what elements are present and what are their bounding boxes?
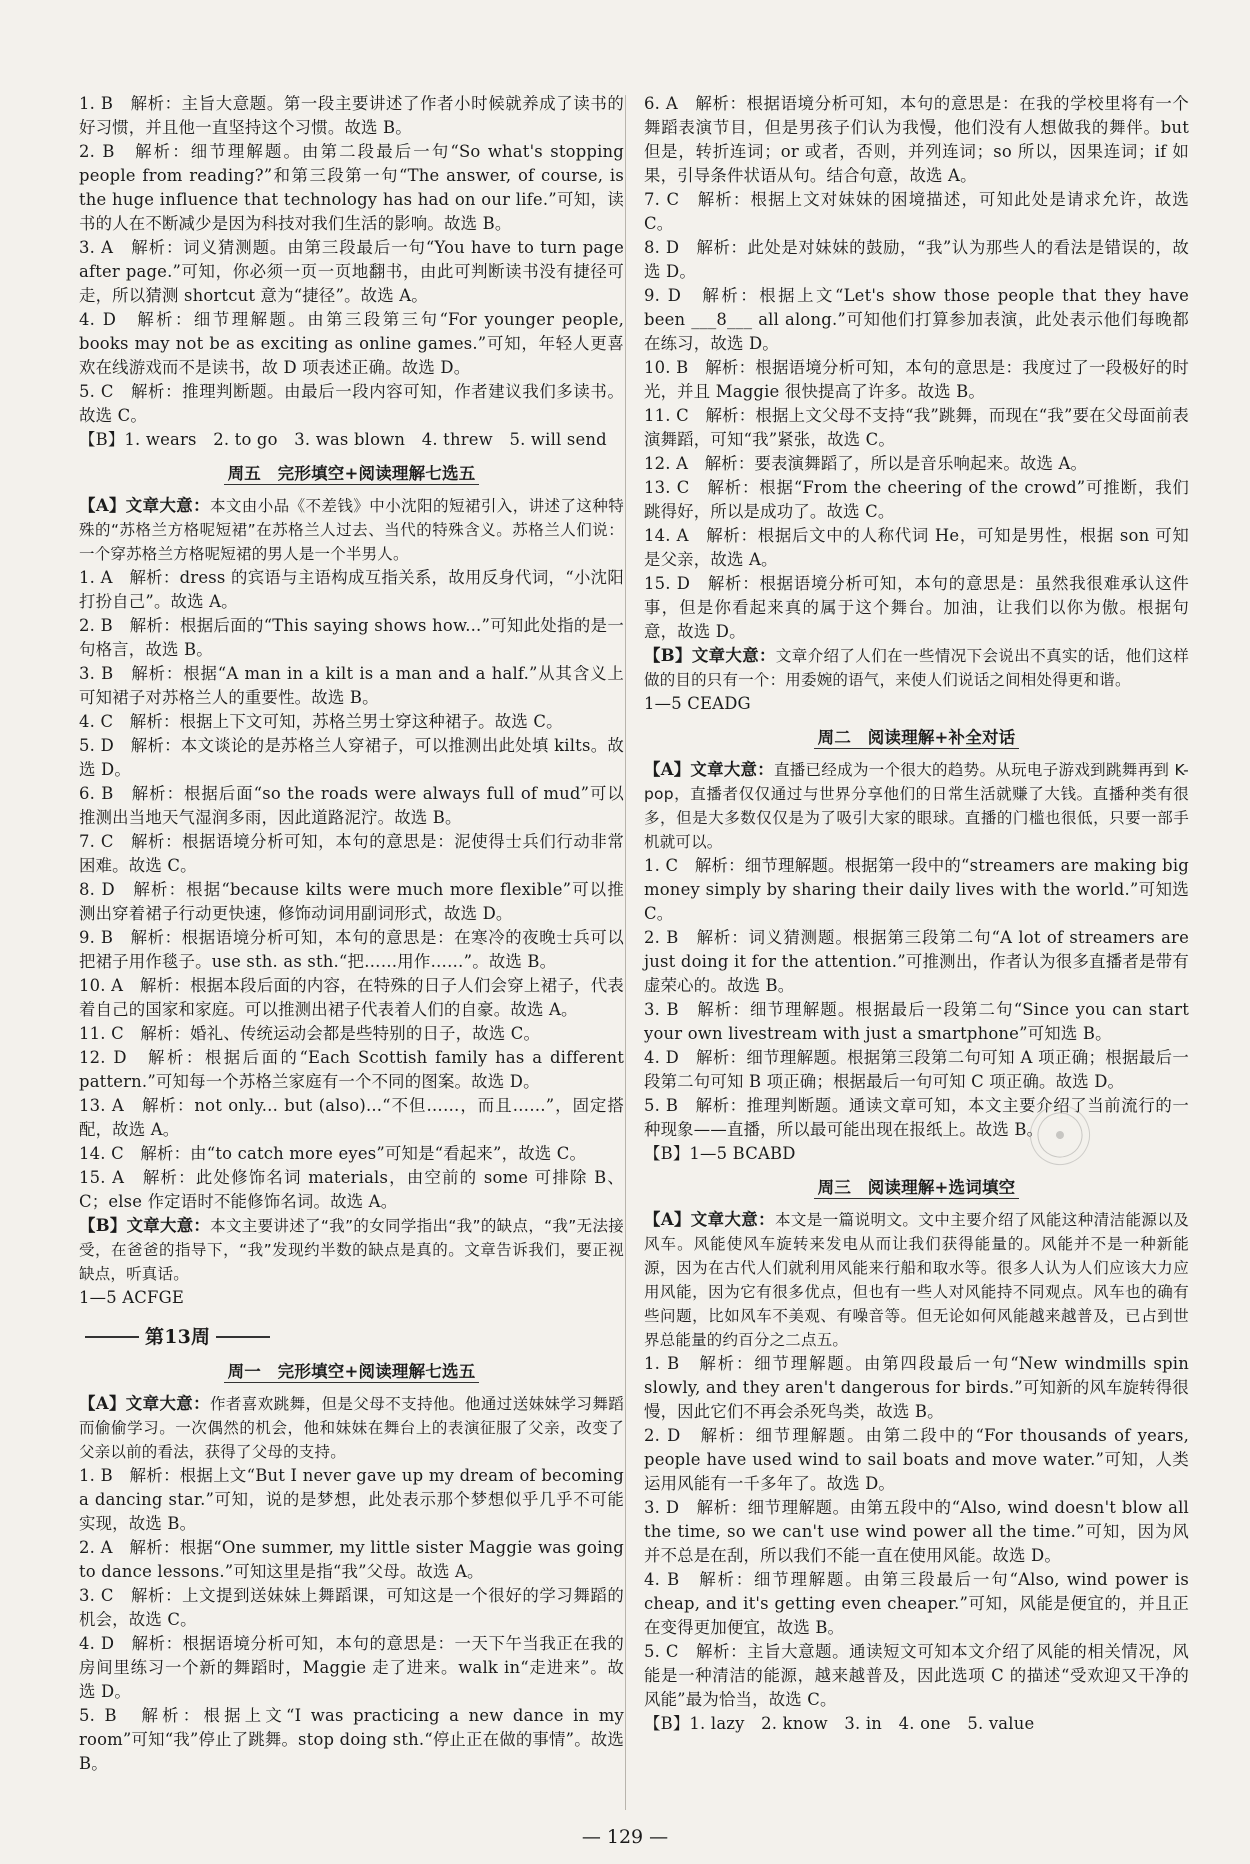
summary-text: 直播已经成为一个很大的趋势。从玩电子游戏到跳舞再到 K-pop，直播者仅仅通过与世界分享他们的日常生活就赚了大钱。直播种类有很多，但是大多数仅仅是为了吸引大家的眼球。直播的门槛也很低，只要一部手机就可以。 bbox=[644, 761, 1189, 851]
answer-item: 4. D 解析：根据语境分析可知，本句的意思是：一天下午当我正在我的房间里练习一个新的舞蹈时，Maggie 走了进来。walk in“走进来”。故选 D。 bbox=[79, 1634, 624, 1701]
article-summary bbox=[644, 1208, 1189, 1352]
answer-item: 3. D 解析：细节理解题。由第五段中的“Also, wind doesn't blow all the time, so we can't use wind power all the time.”可知，因为风并不总是在刮，所以我们不能一直在使用风能。故选 D。 bbox=[644, 1498, 1189, 1565]
answer-item: 11. C 解析：婚礼、传统运动会都是些特别的日子，故选 C。 bbox=[79, 1024, 541, 1043]
section-heading-text: 周五 完形填空+阅读理解七选五 bbox=[224, 464, 480, 485]
answer-item: 10. A 解析：根据本段后面的内容，在特殊的日子人们会穿上裙子，代表着自己的国家和家庭。可以推测出裙子代表着人们的自豪。故选 A。 bbox=[79, 976, 624, 1019]
summary-tag: 【A】文章大意： bbox=[79, 496, 210, 515]
page-number: — 129 — bbox=[581, 1826, 669, 1848]
answer-item: 9. D 解析：根据上文“Let's show those people that they have been ___8___ all along.”可知他们打算参加表演，此处表示他们每晚都在练习，故选 D。 bbox=[644, 286, 1189, 353]
section-heading bbox=[644, 726, 1189, 750]
summary-tag: 【A】文章大意： bbox=[644, 760, 774, 779]
week-heading-text: 第13周 bbox=[145, 1326, 211, 1348]
answer-item: 1. B 解析：细节理解题。由第四段最后一句“New windmills spin slowly, and they aren't dangerous for birds.”可知新的风车旋转得很慢，因此它们不再会杀死鸟类，故选 B。 bbox=[644, 1354, 1189, 1421]
left-column bbox=[79, 92, 624, 1776]
answer-item: 9. B 解析：根据语境分析可知，本句的意思是：在寒冷的夜晚士兵可以把裙子用作毯子。use sth. as sth.“把……用作……”。故选 B。 bbox=[79, 928, 624, 971]
answer-key-line: 1—5 CEADG bbox=[644, 694, 751, 713]
answer-item: 5. C 解析：主旨大意题。通读短文可知本文介绍了风能的相关情况，风能是一种清洁的能源，越来越普及，因此选项 C 的描述“受欢迎又干净的风能”最为恰当，故选 C。 bbox=[644, 1642, 1189, 1709]
answer-item: 2. A 解析：根据“One summer, my little sister Maggie was going to dance lessons.”可知这里是指“我”父母。故选 A。 bbox=[79, 1538, 624, 1581]
summary-text: 文章介绍了人们在一些情况下会说出不真实的话，他们这样做的目的只有一个：用委婉的语气，来使人们说话之间相处得更和谐。 bbox=[644, 647, 1189, 689]
article-summary bbox=[79, 1214, 624, 1286]
section-heading bbox=[79, 462, 624, 486]
summary-text: 本文是一篇说明文。文中主要介绍了风能这种清洁能源以及风车。风能使风车旋转来发电从而让我们获得能量的。风能并不是一种新能源，因为在古代人们就利用风能来行船和取水等。很多人认为人们应该大力应用风能，因为它有很多优点，但也有一些人对风能持不同观点。风车也的确有些问题，比如风车不美观、有噪音等。但无论如何风能越来越普及，已占到世界总能量的约百分之二点五。 bbox=[644, 1211, 1189, 1349]
answer-item: 1. B 解析：根据上文“But I never gave up my dream of becoming a dancing star.”可知，说的是梦想，此处表示那个梦想似乎几乎不可能实现，故选 B。 bbox=[79, 1466, 624, 1533]
article-summary bbox=[79, 1392, 624, 1464]
answer-item: 12. A 解析：要表演舞蹈了，所以是音乐响起来。故选 A。 bbox=[644, 454, 1088, 473]
answer-item: 1. C 解析：细节理解题。根据第一段中的“streamers are making big money simply by sharing their daily lives with the world.”可知选 C。 bbox=[644, 856, 1189, 923]
answer-item: 2. B 解析：根据后面的“This saying shows how...”可知此处指的是一句格言，故选 B。 bbox=[79, 616, 624, 659]
answer-item: 2. B 解析：细节理解题。由第二段最后一句“So what's stopping people from reading?”和第三段第一句“The answer, of course, is the huge influence that technology has had on our life.”可知，读书的人在不断减少是因为科技对我们生活的影响。故选 B。 bbox=[79, 142, 624, 233]
answer-item: 13. C 解析：根据“From the cheering of the crowd”可推断，我们跳得好，所以是成功了。故选 C。 bbox=[644, 478, 1189, 521]
answer-item: 13. A 解析：not only... but (also)...“不但……，而且……”，固定搭配，故选 A。 bbox=[79, 1096, 624, 1139]
answer-item: 4. D 解析：细节理解题。根据第三段第二句可知 A 项正确；根据最后一段第二句可知 B 项正确；根据最后一句可知 C 项正确。故选 D。 bbox=[644, 1048, 1189, 1091]
answer-item: 12. D 解析：根据后面的“Each Scottish family has a different pattern.”可知每一个苏格兰家庭有一个不同的图案。故选 D。 bbox=[79, 1048, 624, 1091]
answer-item: 5. C 解析：推理判断题。由最后一段内容可知，作者建议我们多读书。故选 C。 bbox=[79, 382, 624, 425]
answer-item: 6. A 解析：根据语境分析可知，本句的意思是：在我的学校里将有一个舞蹈表演节目，但是男孩子们认为我慢，他们没有人想做我的舞伴。but 但是，转折连词；or 或者，否则，并列连词；so 所以，因果连词；if 如果，引导条件状语从句。结合句意，故选 A。 bbox=[644, 94, 1189, 185]
answer-item: 1. B 解析：主旨大意题。第一段主要讲述了作者小时候就养成了读书的好习惯，并且他一直坚持这个习惯。故选 B。 bbox=[79, 94, 624, 137]
answer-item: 3. B 解析：根据“A man in a kilt is a man and a half.”从其含义上可知裙子对苏格兰人的重要性。故选 B。 bbox=[79, 664, 624, 707]
answer-item: 10. B 解析：根据语境分析可知，本句的意思是：我度过了一段极好的时光，并且 Maggie 很快提高了许多。故选 B。 bbox=[644, 358, 1189, 401]
answer-key-line: 1—5 ACFGE bbox=[79, 1288, 185, 1307]
summary-tag: 【A】文章大意： bbox=[644, 1210, 775, 1229]
answer-item: 8. D 解析：此处是对妹妹的鼓励，“我”认为那些人的看法是错误的，故选 D。 bbox=[644, 238, 1189, 281]
answer-item: 7. C 解析：根据上文对妹妹的困境描述，可知此处是请求允许，故选 C。 bbox=[644, 190, 1189, 233]
answer-item: 11. C 解析：根据上文父母不支持“我”跳舞，而现在“我”要在父母面前表演舞蹈，可知“我”紧张，故选 C。 bbox=[644, 406, 1189, 449]
answer-item: 3. B 解析：细节理解题。根据最后一段第二句“Since you can start your own livestream with just a smartphone”可知选 B。 bbox=[644, 1000, 1189, 1043]
summary-tag: 【B】文章大意： bbox=[644, 646, 776, 665]
answer-item: 8. D 解析：根据“because kilts were much more flexible”可以推测出穿着裙子行动更快速，修饰动词用副词形式，故选 D。 bbox=[79, 880, 624, 923]
answer-item: 15. A 解析：此处修饰名词 materials，由空前的 some 可排除 B、C；else 作定语时不能修饰名词。故选 A。 bbox=[79, 1168, 624, 1211]
week-rule bbox=[216, 1336, 270, 1338]
article-summary bbox=[644, 644, 1189, 692]
answer-item: 6. B 解析：根据后面“so the roads were always full of mud”可以推测出当地天气湿润多雨，因此道路泥泞。故选 B。 bbox=[79, 784, 624, 827]
answer-item: 1. A 解析：dress 的宾语与主语构成互指关系，故用反身代词，“小沈阳打扮自己”。故选 A。 bbox=[79, 568, 624, 611]
answer-item: 2. B 解析：词义猜测题。根据第三段第二句“A lot of streamers are just doing it for the attention.”可推测出，作者认为很多直播者是带有虚荣心的。故选 B。 bbox=[644, 928, 1189, 995]
section-heading-text: 周一 完形填空+阅读理解七选五 bbox=[224, 1362, 480, 1383]
answer-item: 14. A 解析：根据后文中的人称代词 He，可知是男性，根据 son 可知是父亲，故选 A。 bbox=[644, 526, 1189, 569]
article-summary bbox=[644, 758, 1189, 854]
answer-item: 7. C 解析：根据语境分析可知，本句的意思是：泥使得士兵们行动非常困难。故选 C。 bbox=[79, 832, 624, 875]
article-summary bbox=[79, 494, 624, 566]
column-divider bbox=[625, 95, 626, 1810]
answer-item: 3. A 解析：词义猜测题。由第三段最后一句“You have to turn page after page.”可知，你必须一页一页地翻书，由此可判断读书没有捷径可走，所以猜测 shortcut 意为“捷径”。故选 A。 bbox=[79, 238, 624, 305]
answer-item: 15. D 解析：根据语境分析可知，本句的意思是：虽然我很难承认这件事，但是你看起来真的属于这个舞台。加油，让我们以你为傲。根据句意，故选 D。 bbox=[644, 574, 1189, 641]
answer-key-line: 【B】1. wears 2. to go 3. was blown 4. threw 5. will send bbox=[79, 430, 607, 449]
summary-tag: 【A】文章大意： bbox=[79, 1394, 210, 1413]
answer-item: 4. B 解析：细节理解题。由第三段最后一句“Also, wind power is cheap, and it's getting even cheaper.”可知，风能是便宜的，并且正在变得更加便宜，故选 B。 bbox=[644, 1570, 1189, 1637]
answer-item: 2. D 解析：细节理解题。由第二段中的“For thousands of years, people have used wind to sail boats and move water.”可知，人类运用风能有一千多年了。故选 D。 bbox=[644, 1426, 1189, 1493]
summary-text: 作者喜欢跳舞，但是父母不支持他。他通过送妹妹学习舞蹈而偷偷学习。一次偶然的机会，他和妹妹在舞台上的表演征服了父亲，改变了父亲以前的看法，获得了父母的支持。 bbox=[79, 1395, 624, 1461]
answer-item: 5. B 解析：推理判断题。通读文章可知，本文主要介绍了当前流行的一种现象——直播，所以最可能出现在报纸上。故选 B。 bbox=[644, 1096, 1189, 1139]
summary-text: 本文由小品《不差钱》中小沈阳的短裙引入，讲述了这种特殊的“苏格兰方格呢短裙”在苏格兰人过去、当代的特殊含义。苏格兰人们说：一个穿苏格兰方格呢短裙的男人是一个半男人。 bbox=[79, 497, 624, 563]
week-heading bbox=[79, 1324, 624, 1350]
week-rule bbox=[85, 1336, 139, 1338]
answer-item: 5. B 解析：根据上文“I was practicing a new dance in my room”可知“我”停止了跳舞。stop doing sth.“停止正在做的事情”。故选 B。 bbox=[79, 1706, 624, 1773]
section-heading-text: 周二 阅读理解+补全对话 bbox=[814, 728, 1020, 749]
answer-key-line: 【B】1—5 BCABD bbox=[644, 1144, 796, 1163]
section-heading-text: 周三 阅读理解+选词填空 bbox=[814, 1178, 1020, 1199]
summary-text: 本文主要讲述了“我”的女同学指出“我”的缺点，“我”无法接受，在爸爸的指导下，“我”发现约半数的缺点是真的。文章告诉我们，要正视缺点，听真话。 bbox=[79, 1217, 624, 1283]
section-heading bbox=[644, 1176, 1189, 1200]
answer-key-line: 【B】1. lazy 2. know 3. in 4. one 5. value bbox=[644, 1714, 1035, 1733]
answer-item: 4. D 解析：细节理解题。由第三段第三句“For younger people, books may not be as exciting as online games.”可知，年轻人更喜欢在线游戏而不是读书，故 D 项表述正确。故选 D。 bbox=[79, 310, 624, 377]
summary-tag: 【B】文章大意： bbox=[79, 1216, 211, 1235]
answer-item: 4. C 解析：根据上下文可知，苏格兰男士穿这种裙子。故选 C。 bbox=[79, 712, 563, 731]
section-heading bbox=[79, 1360, 624, 1384]
answer-item: 3. C 解析：上文提到送妹妹上舞蹈课，可知这是一个很好的学习舞蹈的机会，故选 C。 bbox=[79, 1586, 624, 1629]
answer-item: 5. D 解析：本文谈论的是苏格兰人穿裙子，可以推测出此处填 kilts。故选 D。 bbox=[79, 736, 624, 779]
answer-item: 14. C 解析：由“to catch more eyes”可知是“看起来”，故选 C。 bbox=[79, 1144, 587, 1163]
right-column bbox=[644, 92, 1189, 1736]
